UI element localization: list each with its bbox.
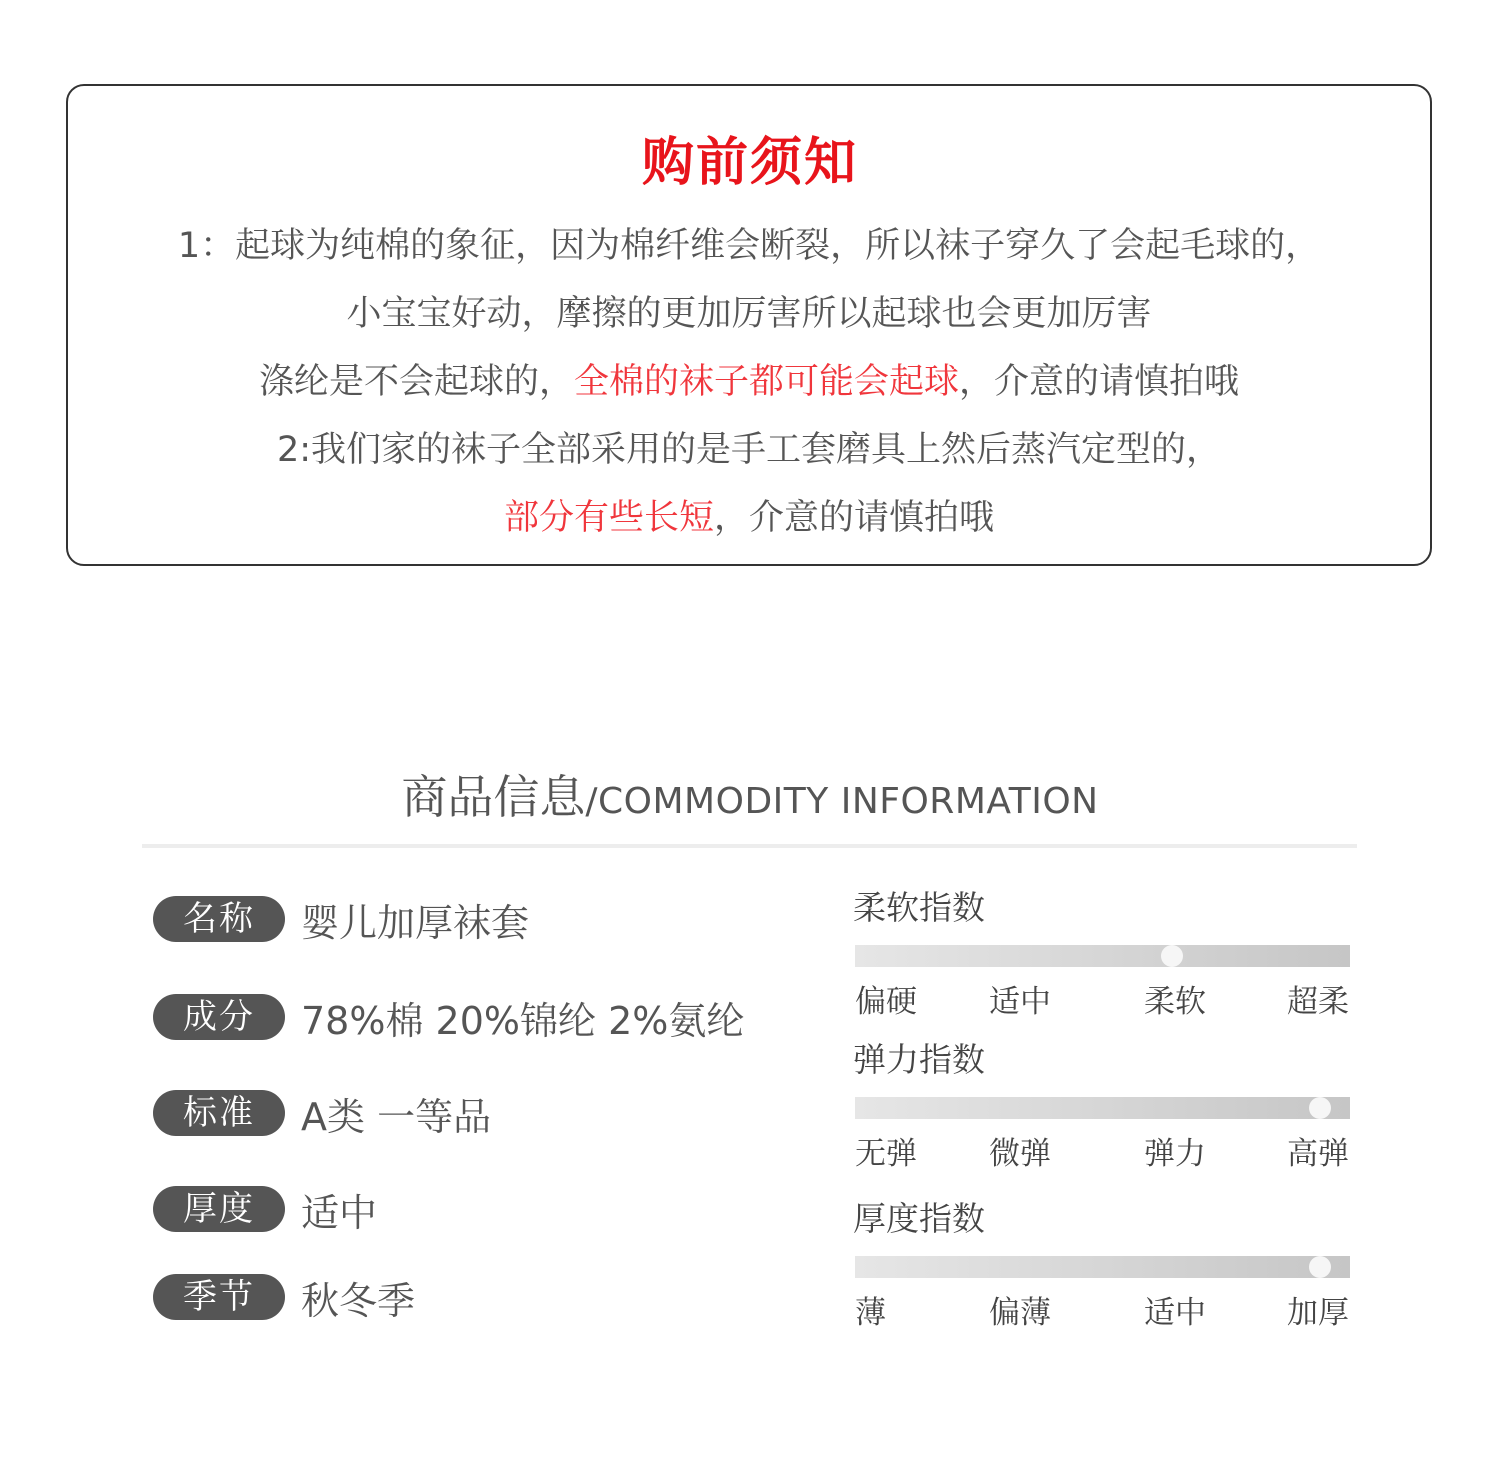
spec-row-name — [153, 894, 529, 944]
elasticity-index-knob — [1309, 1097, 1331, 1119]
spec-label: 名称 — [153, 896, 285, 942]
info-heading — [0, 762, 1500, 843]
notice-line-5-tail: ，介意的请慎拍哦 — [714, 498, 995, 538]
softness-index-ticks — [855, 982, 1352, 1022]
softness-tick: 适中 — [989, 984, 1051, 1020]
notice-line-5 — [66, 494, 1432, 542]
notice-line-2: 小宝宝好动，摩擦的更加厉害所以起球也会更加厉害 — [346, 294, 1152, 334]
notice-title: 购前须知 — [641, 133, 858, 193]
notice-line-5-highlight: 部分有些长短 — [503, 498, 714, 538]
spec-label: 成分 — [153, 994, 285, 1040]
thickness-index-title: 厚度指数 — [853, 1199, 985, 1238]
spec-label: 标准 — [153, 1090, 285, 1136]
spec-row-standard — [153, 1088, 491, 1138]
notice-line-3-highlight: 全棉的袜子都可能会起球 — [573, 362, 959, 402]
spec-value: 适中 — [301, 1190, 378, 1235]
spec-row-season — [153, 1272, 415, 1322]
info-heading-en: /COMMODITY INFORMATION — [585, 781, 1099, 822]
spec-value: 婴儿加厚袜套 — [301, 900, 530, 945]
elasticity-tick: 弹力 — [1144, 1136, 1206, 1172]
notice-line-3-text: 涤纶是不会起球的， — [258, 362, 574, 402]
notice-line-3-tail: ，介意的请慎拍哦 — [959, 362, 1240, 402]
thickness-index-knob — [1309, 1256, 1331, 1278]
info-divider — [142, 844, 1357, 848]
thickness-tick: 加厚 — [1287, 1295, 1349, 1331]
spec-label: 厚度 — [153, 1186, 285, 1232]
spec-value: 秋冬季 — [301, 1278, 416, 1323]
info-heading-cn: 商品信息 — [401, 770, 586, 824]
spec-label: 季节 — [153, 1274, 285, 1320]
thickness-tick: 偏薄 — [989, 1295, 1051, 1331]
notice-line-3 — [66, 358, 1432, 406]
thickness-index-track — [855, 1256, 1350, 1278]
thickness-tick: 适中 — [1144, 1295, 1206, 1331]
elasticity-index-track — [855, 1097, 1350, 1119]
elasticity-tick: 高弹 — [1287, 1136, 1349, 1172]
softness-tick: 柔软 — [1144, 984, 1206, 1020]
elasticity-index-title: 弹力指数 — [853, 1040, 985, 1079]
elasticity-tick: 微弹 — [989, 1136, 1051, 1172]
softness-tick: 超柔 — [1287, 984, 1349, 1020]
elasticity-tick: 无弹 — [855, 1136, 917, 1172]
elasticity-index-ticks — [855, 1134, 1352, 1174]
notice-line-4: 2:我们家的袜子全部采用的是手工套磨具上然后蒸汽定型的， — [276, 430, 1222, 470]
softness-index-track — [855, 945, 1350, 967]
spec-value: A类 一等品 — [301, 1094, 492, 1139]
thickness-tick: 薄 — [855, 1295, 886, 1331]
spec-row-thickness — [153, 1184, 377, 1234]
notice-line-1: 1：起球为纯棉的象征，因为棉纤维会断裂，所以袜子穿久了会起毛球的， — [177, 226, 1321, 266]
spec-value: 78%棉 20%锦纶 2%氨纶 — [301, 998, 745, 1043]
softness-tick: 偏硬 — [855, 984, 917, 1020]
softness-index-knob — [1161, 945, 1183, 967]
softness-index-title: 柔软指数 — [853, 888, 985, 927]
thickness-index-ticks — [855, 1293, 1352, 1333]
spec-row-composition — [153, 992, 744, 1042]
